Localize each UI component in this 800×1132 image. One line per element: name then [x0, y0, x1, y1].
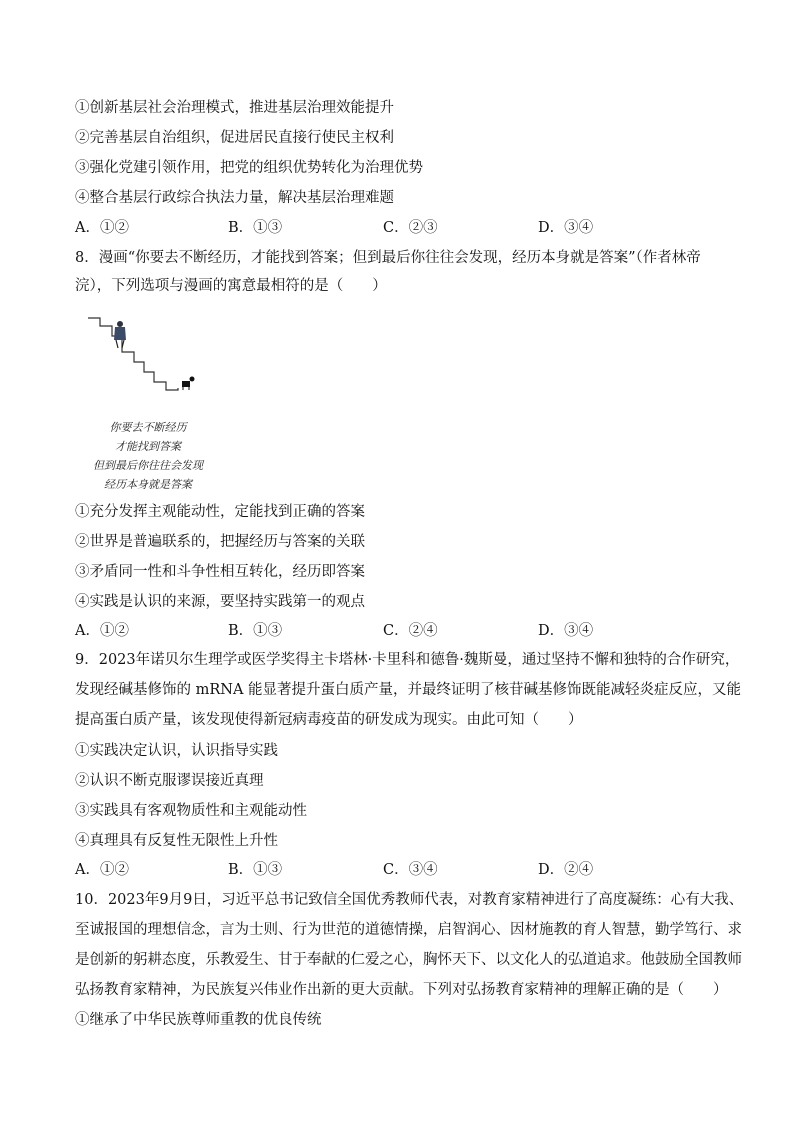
q9-option-a[interactable]: A．①②	[75, 862, 129, 878]
q7-item-1: ①创新基层社会治理模式，推进基层治理效能提升	[75, 100, 394, 116]
q7-option-d[interactable]: D．③④	[538, 220, 594, 236]
q9-option-d[interactable]: D．②④	[538, 862, 594, 878]
q7-item-4: ④整合基层行政综合执法力量，解决基层治理难题	[75, 190, 394, 206]
q10-item-1: ①继承了中华民族尊师重教的优良传统	[75, 1012, 322, 1028]
q8-option-d[interactable]: D．③④	[538, 623, 594, 639]
q9-options	[75, 860, 735, 880]
q9-option-b[interactable]: B．①③	[228, 862, 283, 878]
cartoon-caption	[88, 418, 208, 494]
q9-stem-line-1: 9．2023年诺贝尔生理学或医学奖得主卡塔林·卡里科和德鲁·魏斯曼，通过坚持不懈和独特的合作研究，	[75, 652, 740, 668]
q7-item-3: ③强化党建引领作用，把党的组织优势转化为治理优势	[75, 160, 423, 176]
q8-item-3: ③矛盾同一性和斗争性相互转化，经历即答案	[75, 564, 365, 580]
q8-option-b[interactable]: B．①③	[228, 623, 283, 639]
q9-item-4: ④真理具有反复性无限性上升性	[75, 833, 278, 849]
q8-stem-line-1: 8．漫画“你要去不断经历，才能找到答案；但到最后你往往会发现，经历本身就是答案”（作者林帝	[75, 250, 701, 266]
q8-option-a[interactable]: A．①②	[75, 623, 129, 639]
q10-stem-line-2: 至诚报国的理想信念，言为士则、行为世范的道德情操，启智润心、因材施教的育人智慧，勤学笃行、求	[75, 922, 742, 938]
q7-option-b[interactable]: B．①③	[228, 220, 283, 236]
q8-option-c[interactable]: C．②④	[383, 623, 438, 639]
caption-line-3: 但到最后你往往会发现	[93, 459, 203, 472]
q9-item-2: ②认识不断克服谬误接近真理	[75, 773, 264, 789]
q8-item-1: ①充分发挥主观能动性，定能找到正确的答案	[75, 504, 365, 520]
q9-item-1: ①实践决定认识，认识指导实践	[75, 743, 278, 759]
q9-stem-line-2: 发现经碱基修饰的 mRNA 能显著提升蛋白质产量，并最终证明了核苷碱基修饰既能减轻炎症反应，又能	[75, 682, 742, 698]
q7-option-a[interactable]: A．①②	[75, 220, 129, 236]
q9-option-c[interactable]: C．③④	[383, 862, 438, 878]
caption-line-2: 才能找到答案	[115, 440, 181, 453]
caption-line-4: 经历本身就是答案	[104, 478, 192, 491]
caption-line-1: 你要去不断经历	[109, 421, 187, 434]
q8-item-4: ④实践是认识的来源，要坚持实践第一的观点	[75, 594, 365, 610]
q10-stem-line-4: 弘扬教育家精神，为民族复兴伟业作出新的更大贡献。下列对弘扬教育家精神的理解正确的是（ ）	[75, 982, 728, 998]
q7-option-c[interactable]: C．②③	[383, 220, 438, 236]
q8-stem-line-2: 浣），下列选项与漫画的寓意最相符的是（ ）	[75, 278, 387, 294]
q8-item-2: ②世界是普遍联系的，把握经历与答案的关联	[75, 534, 365, 550]
q7-options	[75, 218, 735, 238]
q9-stem-line-3: 提高蛋白质产量，该发现使得新冠病毒疫苗的研发成为现实。由此可知（ ）	[75, 712, 583, 728]
q7-item-2: ②完善基层自治组织，促进居民直接行使民主权利	[75, 130, 394, 146]
q10-stem-line-1: 10．2023年9月9日，习近平总书记致信全国优秀教师代表，对教育家精神进行了高度凝练：心有大我、	[75, 892, 744, 908]
q8-options	[75, 621, 735, 641]
q9-item-3: ③实践具有客观物质性和主观能动性	[75, 803, 307, 819]
q10-stem-line-3: 是创新的躬耕态度，乐教爱生、甘于奉献的仁爱之心，胸怀天下、以文化人的弘道追求。他鼓励全国教师	[75, 952, 742, 968]
